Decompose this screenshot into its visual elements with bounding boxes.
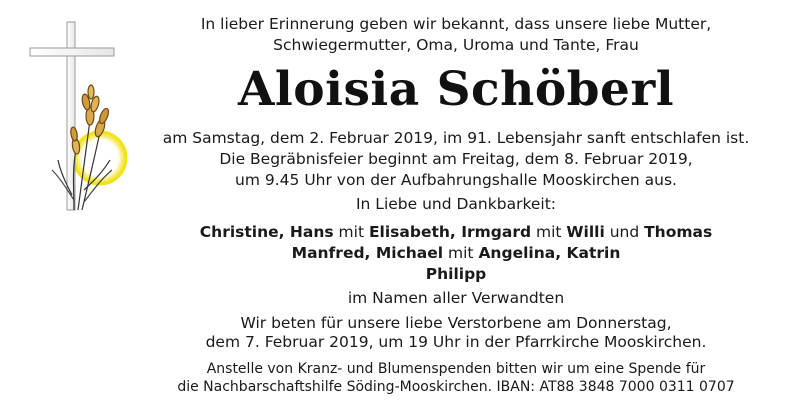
family-names: Elisabeth, Irmgard <box>368 223 532 241</box>
prayer-line: Wir beten für unsere liebe Verstorbene am Donnerstag, <box>240 314 672 332</box>
love-line: In Liebe und Dankbarkeit: <box>355 195 557 213</box>
deceased-name: Aloisia Schöberl <box>237 62 675 117</box>
family-names: Angelina, Katrin <box>478 244 621 262</box>
sun-icon <box>74 132 126 184</box>
death-info-line: am Samstag, dem 2. Februar 2019, im 91. Lebensjahr sanft entschlafen ist. <box>162 129 750 147</box>
family-connector: und <box>604 223 645 241</box>
family-names: Christine, Hans <box>199 223 334 241</box>
death-info <box>140 128 772 191</box>
family-connector: mit <box>531 223 567 241</box>
donation-line: Anstelle von Kranz- und Blumenspenden bitten wir um eine Spende für <box>206 361 706 377</box>
family-connector: mit <box>333 223 369 241</box>
family-names: Thomas <box>644 223 713 241</box>
relatives-line: im Namen aller Verwandten <box>347 289 565 307</box>
emblem <box>22 20 142 220</box>
family-connector: mit <box>443 244 479 262</box>
prayer-line: dem 7. Februar 2019, um 19 Uhr in der Pfarrkirche Mooskirchen. <box>205 333 707 351</box>
donation-info <box>140 360 772 396</box>
intro-line: Schwiegermutter, Oma, Uroma und Tante, Frau <box>273 36 639 54</box>
prayer-info <box>140 314 772 352</box>
family-list <box>140 222 772 285</box>
death-info-line: Die Begräbnisfeier beginnt am Freitag, dem 8. Februar 2019, <box>219 150 693 168</box>
intro-text <box>140 14 772 56</box>
family-line <box>140 264 772 285</box>
family-line <box>140 243 772 264</box>
family-names: Manfred, Michael <box>291 244 444 262</box>
family-line <box>140 222 772 243</box>
family-names: Philipp <box>425 265 487 283</box>
intro-line: In lieber Erinnerung geben wir bekannt, dass unsere liebe Mutter, <box>200 15 712 33</box>
death-info-line: um 9.45 Uhr von der Aufbahrungshalle Mooskirchen aus. <box>235 171 677 189</box>
family-names: Willi <box>566 223 605 241</box>
donation-line: die Nachbarschaftshilfe Söding-Mooskirchen. IBAN: AT88 3848 7000 0311 0707 <box>177 379 735 395</box>
